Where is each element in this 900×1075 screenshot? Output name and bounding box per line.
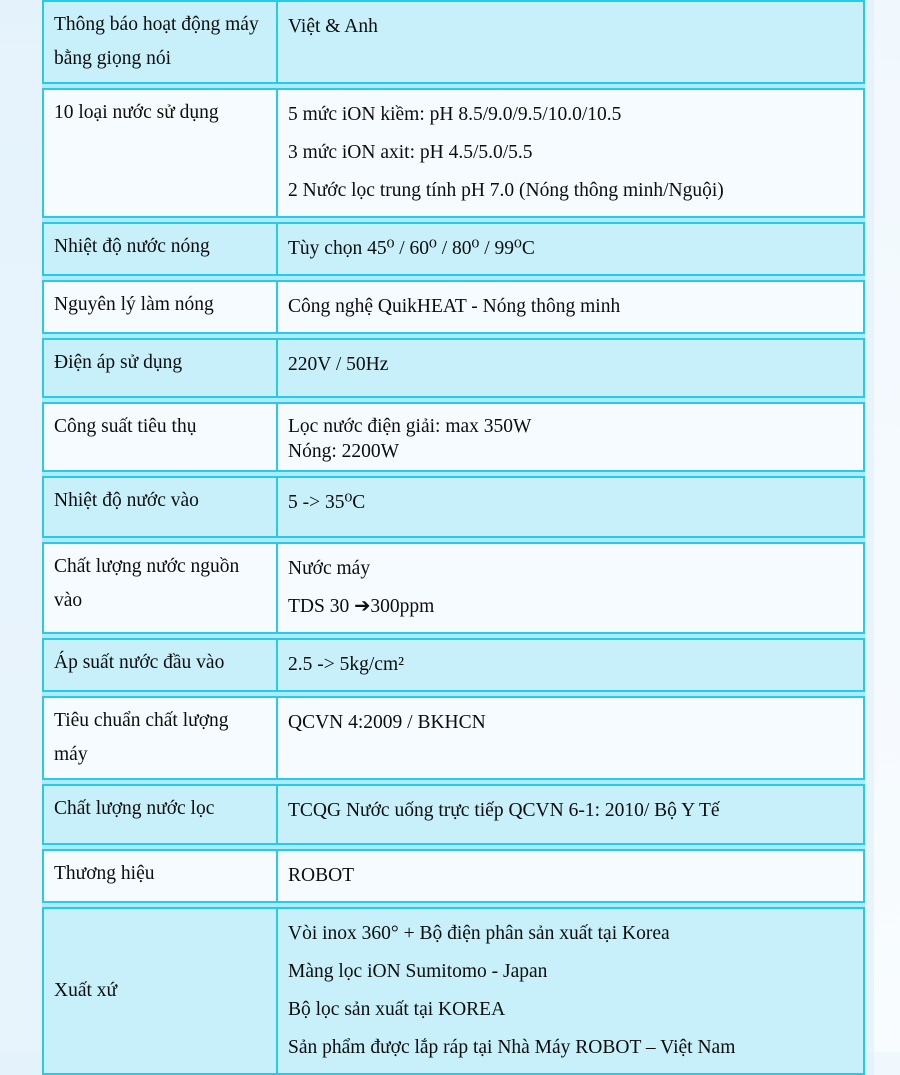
spec-value-line: 5 -> 35⁰C xyxy=(288,492,366,513)
spec-label: Chất lượng nước nguồn vào xyxy=(44,544,278,632)
spec-value xyxy=(278,851,863,901)
spec-label: Công suất tiêu thụ xyxy=(44,404,278,470)
table-row xyxy=(42,638,865,692)
spec-value xyxy=(278,224,863,274)
spec-value xyxy=(278,478,863,536)
table-row xyxy=(42,542,865,634)
table-row xyxy=(42,907,865,1075)
table-row xyxy=(42,338,865,398)
spec-label: Nguyên lý làm nóng xyxy=(44,282,278,332)
spec-value-line: 2 Nước lọc trung tính pH 7.0 (Nóng thông minh/Nguội) xyxy=(288,180,724,201)
spec-value-line: Công nghệ QuikHEAT - Nóng thông minh xyxy=(288,296,621,317)
table-row xyxy=(42,88,865,218)
spec-value-line: Sản phẩm được lắp ráp tại Nhà Máy ROBOT – Việt Nam xyxy=(288,1037,736,1058)
spec-value-line: Nước máy xyxy=(288,558,371,579)
spec-value-line: TDS 30 ➔300ppm xyxy=(288,596,435,617)
spec-label: Tiêu chuẩn chất lượng máy xyxy=(44,698,278,778)
spec-value xyxy=(278,544,863,632)
spec-value xyxy=(278,2,863,82)
spec-value xyxy=(278,404,863,470)
table-row xyxy=(42,849,865,903)
spec-value xyxy=(278,340,863,396)
product-spec-table xyxy=(42,0,865,1075)
spec-label: Nhiệt độ nước vào xyxy=(44,478,278,536)
spec-value xyxy=(278,90,863,216)
table-row xyxy=(42,0,865,84)
table-row xyxy=(42,784,865,845)
table-row xyxy=(42,402,865,472)
spec-value-line: Lọc nước điện giải: max 350W xyxy=(288,416,532,437)
spec-label: Nhiệt độ nước nóng xyxy=(44,224,278,274)
spec-label: Xuất xứ xyxy=(44,909,278,1073)
spec-label: Điện áp sử dụng xyxy=(44,340,278,396)
spec-value-line: 5 mức iON kiềm: pH 8.5/9.0/9.5/10.0/10.5 xyxy=(288,104,622,125)
spec-value-line: Việt & Anh xyxy=(288,16,378,37)
spec-value xyxy=(278,282,863,332)
spec-value-line: Vòi inox 360° + Bộ điện phân sản xuất tại Korea xyxy=(288,923,670,944)
table-row xyxy=(42,476,865,538)
spec-value-line: TCQG Nước uống trực tiếp QCVN 6-1: 2010/ Bộ Y Tế xyxy=(288,800,720,821)
spec-label: Áp suất nước đầu vào xyxy=(44,640,278,690)
spec-label: Chất lượng nước lọc xyxy=(44,786,278,843)
spec-label: Thương hiệu xyxy=(44,851,278,901)
table-row xyxy=(42,222,865,276)
table-row xyxy=(42,696,865,780)
spec-value-line: Nóng: 2200W xyxy=(288,441,400,462)
spec-value-line: 220V / 50Hz xyxy=(288,354,389,375)
spec-value-line: 3 mức iON axit: pH 4.5/5.0/5.5 xyxy=(288,142,533,163)
spec-value xyxy=(278,786,863,843)
spec-value-line: Bộ lọc sản xuất tại KOREA xyxy=(288,999,506,1020)
spec-value-line: QCVN 4:2009 / BKHCN xyxy=(288,712,486,733)
spec-value xyxy=(278,698,863,778)
spec-value-line: Màng lọc iON Sumitomo - Japan xyxy=(288,961,548,982)
spec-value-line: ROBOT xyxy=(288,865,355,886)
spec-value-line: Tùy chọn 45⁰ / 60⁰ / 80⁰ / 99⁰C xyxy=(288,238,535,259)
spec-label: 10 loại nước sử dụng xyxy=(44,90,278,216)
spec-label: Thông báo hoạt động máy bằng giọng nói xyxy=(44,2,278,82)
spec-value xyxy=(278,909,863,1073)
table-row xyxy=(42,280,865,334)
spec-value xyxy=(278,640,863,690)
spec-value-line: 2.5 -> 5kg/cm² xyxy=(288,654,404,675)
